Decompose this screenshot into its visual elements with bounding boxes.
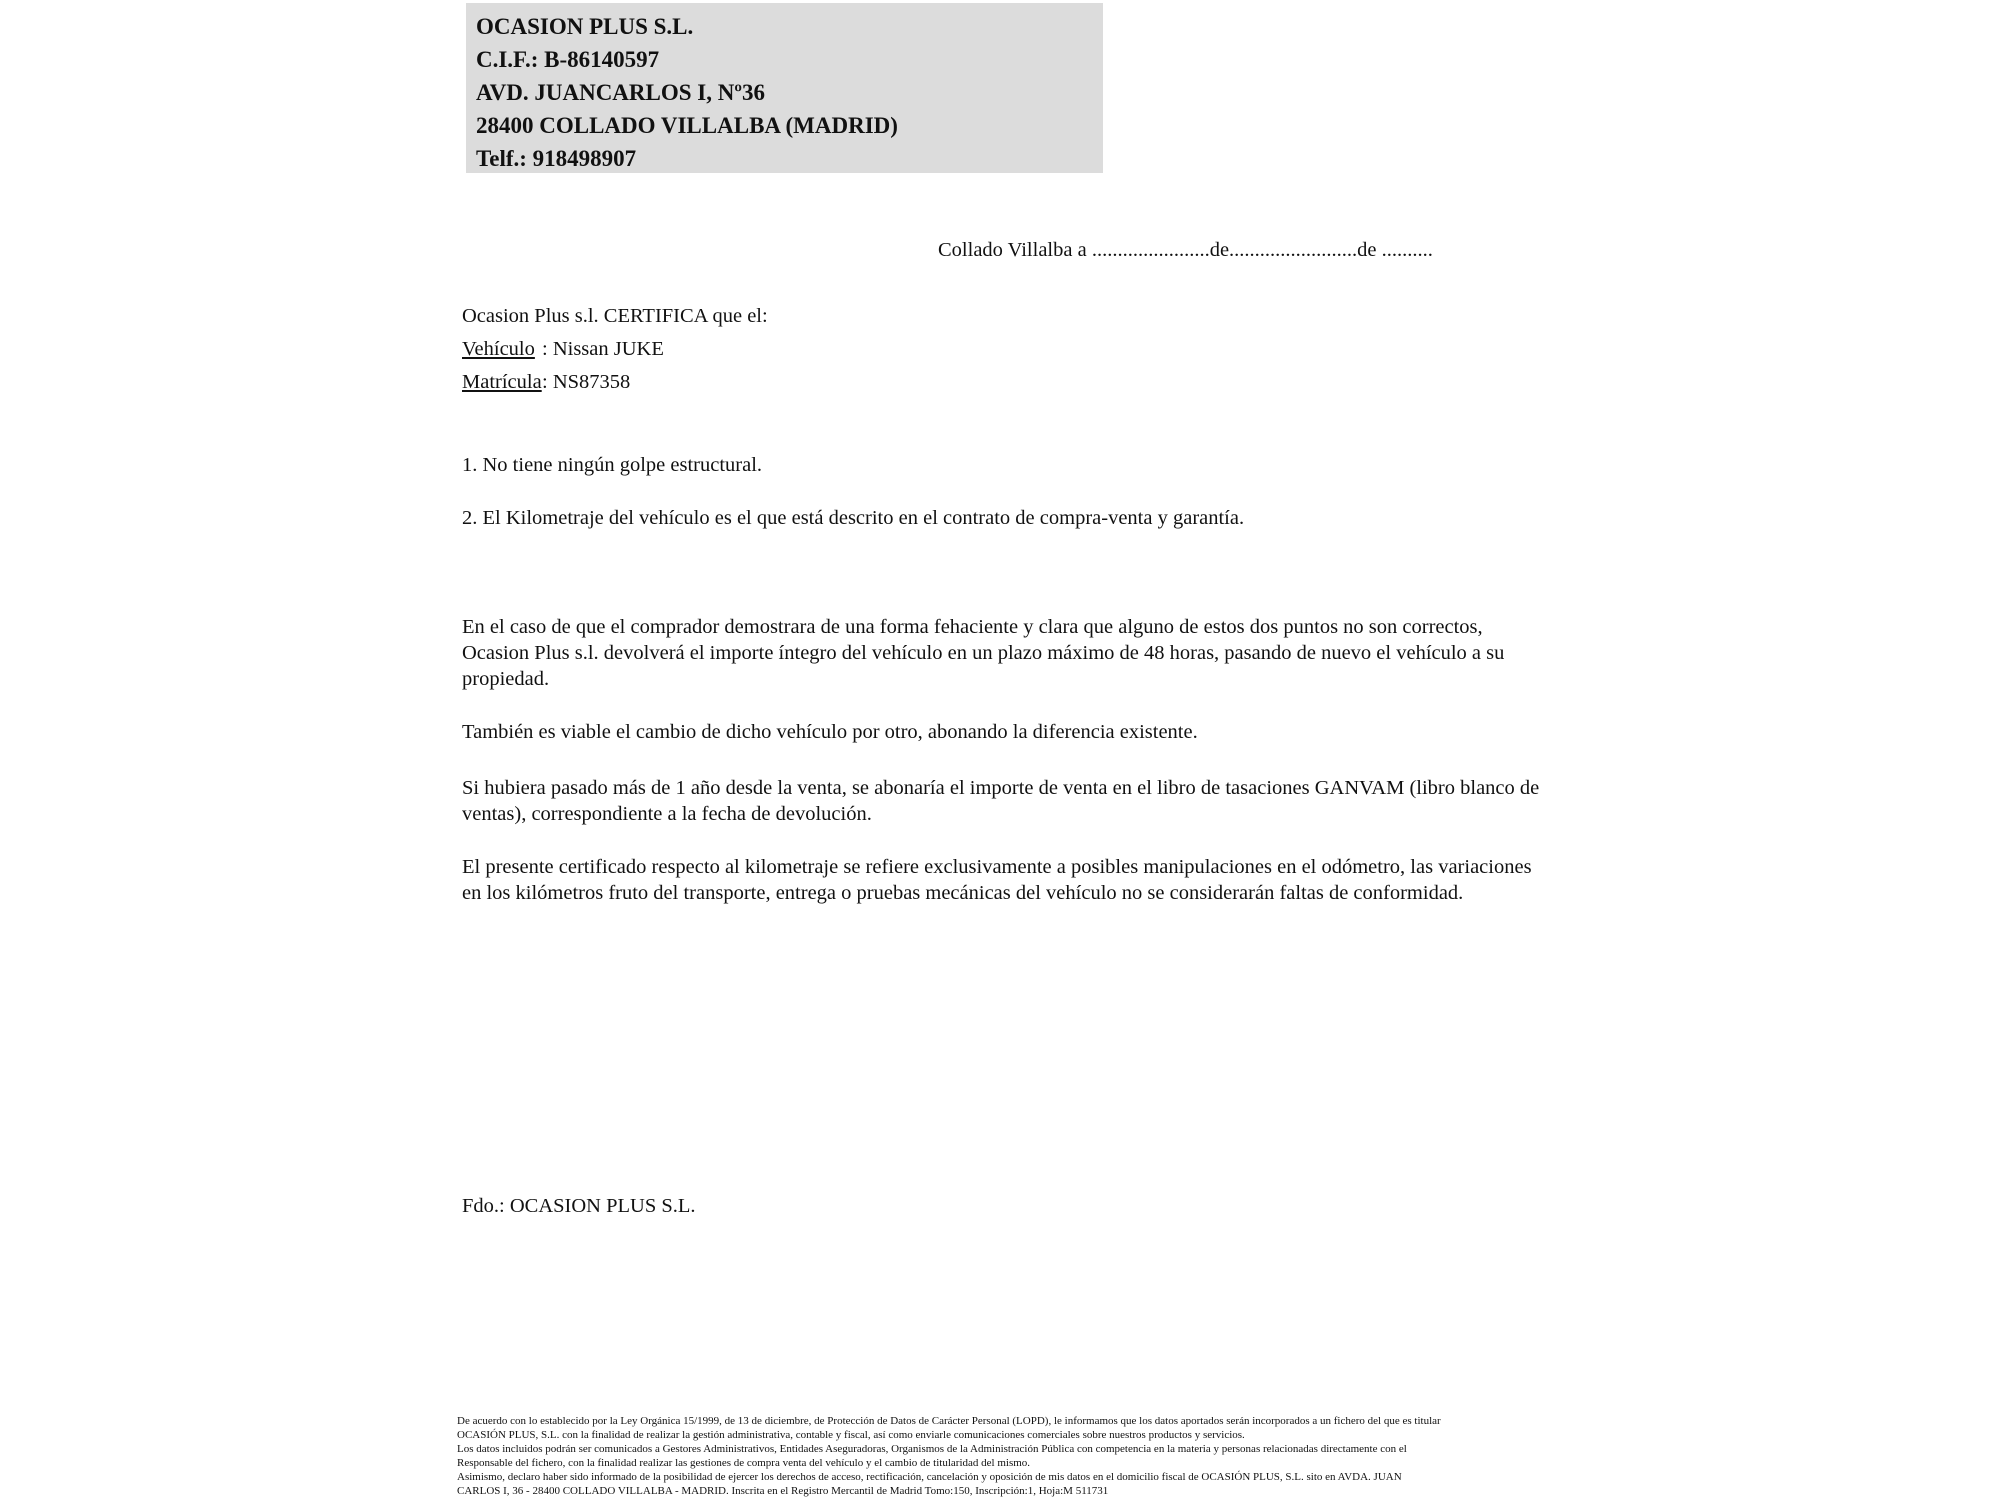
body-paragraph-exchange: También es viable el cambio de dicho vehículo por otro, abonando la diferencia existente. (462, 721, 1198, 743)
plate-row (462, 366, 768, 399)
company-phone: Telf.: 918498907 (476, 146, 637, 171)
certification-block (462, 300, 768, 399)
plate-label: Matrícula (462, 371, 542, 393)
company-city: 28400 COLLADO VILLALBA (MADRID) (476, 113, 898, 138)
date-line: Collado Villalba a .......................de.........................de .......... (938, 239, 1433, 261)
company-cif: C.I.F.: B-86140597 (476, 47, 660, 72)
statement-item-2: 2. El Kilometraje del vehículo es el que está descrito en el contrato de compra-venta y garantía. (462, 507, 1245, 529)
legal-footer-line: Asimismo, declaro haber sido informado de la posibilidad de ejercer los derechos de acceso, rectificación, cancelación y oposición de mis datos en el domicilio fiscal de OCASIÓN PLUS, S.L. sito en AVDA. JUAN (457, 1471, 1402, 1483)
body-paragraph-odometer: El presente certificado respecto al kilometraje se refiere exclusivamente a posibles manipulaciones en el odómetro, las variaciones en los kilómetros fruto del transporte, entrega o pruebas mecánicas del vehículo no se considerarán faltas de conformidad. (462, 856, 1532, 904)
statement-item-1: 1. No tiene ningún golpe estructural. (462, 454, 763, 476)
legal-footer-line: De acuerdo con lo establecido por la Ley Orgánica 15/1999, de 13 de diciembre, de Protección de Datos de Carácter Personal (LOPD), le informamos que los datos aportados serán incorporados a un fichero del que es titular (457, 1415, 1441, 1427)
company-header (466, 3, 1103, 173)
vehicle-label: Vehículo (462, 338, 535, 360)
legal-footer-line: Los datos incluidos podrán ser comunicados a Gestores Administrativos, Entidades Aseguradoras, Organismos de la Administración Pública con competencia en la materia y personas relacionadas directamente con el (457, 1443, 1407, 1455)
certification-intro: Ocasion Plus s.l. CERTIFICA que el: (462, 305, 768, 327)
legal-footer-line: CARLOS I, 36 - 28400 COLLADO VILLALBA - MADRID. Inscrita en el Registro Mercantil de Madrid Tomo:150, Inscripción:1, Hoja:M 511731 (457, 1485, 1109, 1497)
vehicle-row (462, 333, 768, 366)
plate-value: : NS87358 (542, 371, 631, 393)
vehicle-value: : Nissan JUKE (542, 338, 664, 360)
legal-footer (457, 1414, 1557, 1498)
legal-footer-line: OCASIÓN PLUS, S.L. con la finalidad de realizar la gestión administrativa, contable y fiscal, así como enviarle comunicaciones comerciales sobre nuestros productos y servicios. (457, 1429, 1245, 1441)
signature-line: Fdo.: OCASION PLUS S.L. (462, 1195, 696, 1217)
company-address: AVD. JUANCARLOS I, Nº36 (476, 80, 765, 105)
body-paragraph-ganvam: Si hubiera pasado más de 1 año desde la venta, se abonaría el importe de venta en el libro de tasaciones GANVAM (libro blanco de ventas), correspondiente a la fecha de devolución. (462, 777, 1540, 825)
legal-footer-line: Responsable del fichero, con la finalidad realizar las gestiones de compra venta del vehículo y el cambio de titularidad del mismo. (457, 1457, 1031, 1469)
body-paragraph-refund: En el caso de que el comprador demostrara de una forma fehaciente y clara que alguno de estos dos puntos no son correctos, Ocasion Plus s.l. devolverá el importe íntegro del vehículo en un plazo máximo de 48 horas, pasando de nuevo el vehículo a su propiedad. (462, 616, 1505, 690)
company-name: OCASION PLUS S.L. (476, 14, 694, 39)
